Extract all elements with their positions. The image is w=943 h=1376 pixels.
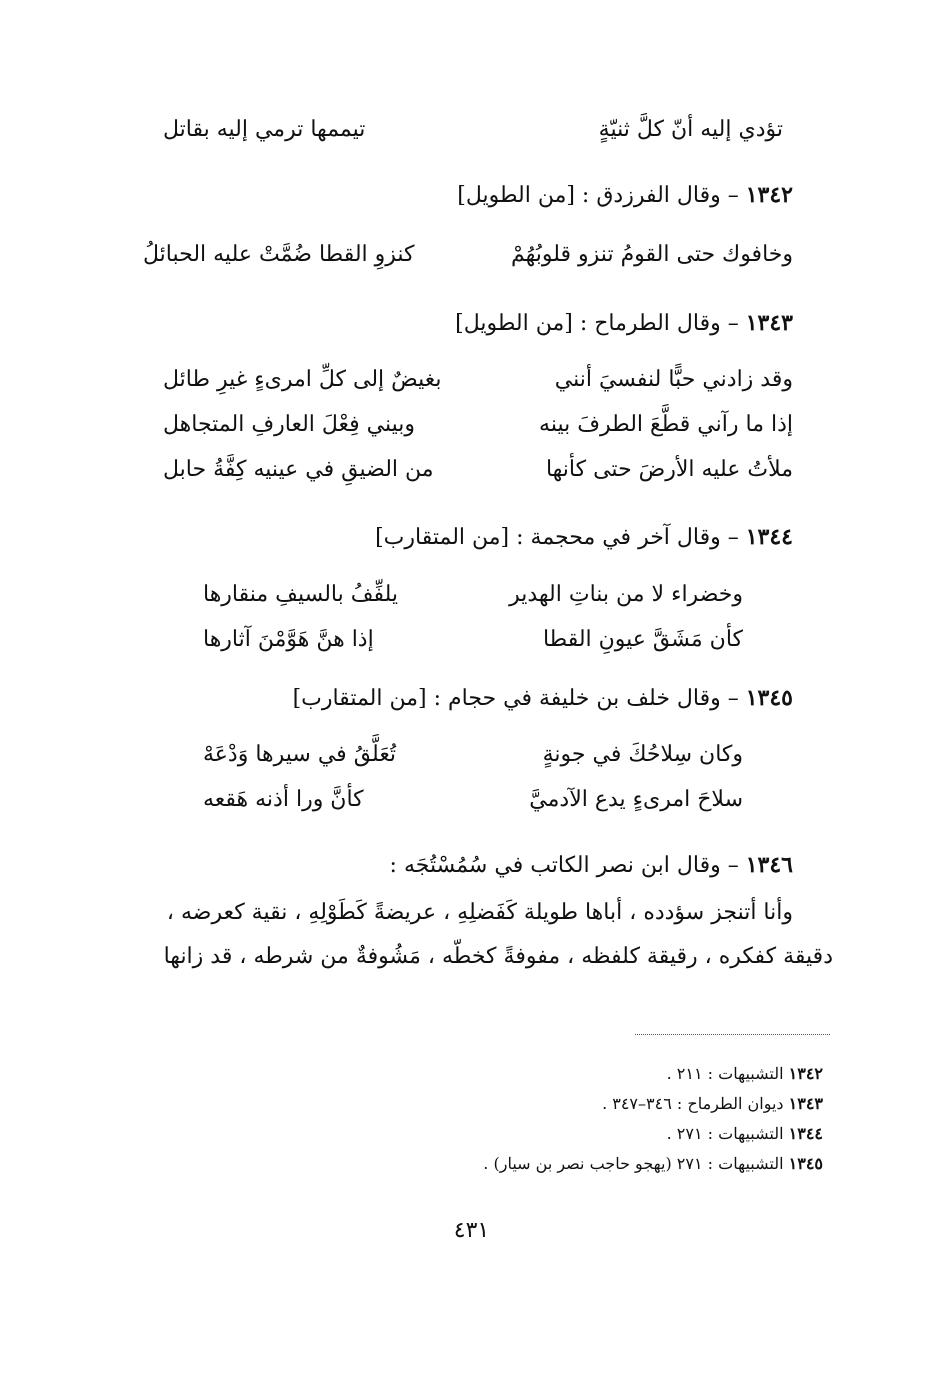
verse-line bbox=[203, 785, 743, 815]
verse-first-hemistich: سلاحَ امرىءٍ يدع الآدميَّ bbox=[529, 787, 743, 812]
footnote-number: ١٣٤٥ bbox=[788, 1154, 823, 1173]
page-number: ٤٣١ bbox=[453, 1218, 490, 1243]
prose-line: وأنا أتنجز سؤدده ، أباها طويلة كَفَضلِهِ ، عريضةً كَطَوْلِهِ ، نقية كعرضه ، bbox=[166, 900, 793, 925]
verse-first-hemistich: وخضراء لا من بناتِ الهدير bbox=[509, 582, 743, 607]
footnote-number: ١٣٤٢ bbox=[788, 1064, 823, 1083]
verse-second-hemistich: تيممها ترمي إليه بقاتل bbox=[163, 117, 366, 142]
entry-number: ١٣٤٤ bbox=[745, 524, 793, 550]
footnote-text: ديوان الطرماح : ٣٤٦–٣٤٧ . bbox=[602, 1094, 784, 1113]
verse-line bbox=[163, 115, 783, 145]
entry-heading bbox=[390, 850, 793, 881]
entry-number: ١٣٤٦ bbox=[745, 852, 793, 878]
entry-heading bbox=[457, 180, 793, 211]
entry-number: ١٣٤٢ bbox=[745, 182, 793, 208]
verse-first-hemistich: ملأتُ عليه الأرضَ حتى كأنها bbox=[545, 457, 793, 482]
verse-second-hemistich: من الضيقِ في عينيه كِفَّةُ حابل bbox=[163, 457, 434, 482]
entry-title: – وقال ابن نصر الكاتب في سُمُسْتُجَه : bbox=[389, 853, 739, 878]
footnote bbox=[667, 1062, 823, 1086]
prose-line: دقيقة كفكره ، رقيقة كلفظه ، مفوفةً كخطّه ، مَشُوفةٌ من شرطه ، قد زانها bbox=[163, 944, 833, 969]
entry-heading bbox=[375, 522, 793, 553]
verse-line bbox=[163, 410, 793, 440]
footnote bbox=[602, 1092, 823, 1116]
footnote-text: التشبيهات : ٢٧١ . bbox=[666, 1124, 784, 1143]
verse-second-hemistich: تُعَلَّقُ في سيرها وَدْعَهْ bbox=[203, 742, 397, 767]
verse-line bbox=[203, 580, 743, 610]
verse-second-hemistich: بغيضٌ إلى كلِّ امرىءٍ غيرِ طائل bbox=[163, 367, 442, 392]
footnote-text: التشبيهات : ٢٧١ (يهجو حاجب نصر بن سيار) . bbox=[483, 1154, 784, 1173]
verse-line bbox=[203, 740, 743, 770]
entry-number: ١٣٤٥ bbox=[745, 685, 793, 711]
footnote-text: التشبيهات : ٢١١ . bbox=[666, 1064, 784, 1083]
verse-line bbox=[203, 625, 743, 655]
verse-first-hemistich: تؤدي إليه أنّ كلَّ ثنيّةٍ bbox=[598, 117, 783, 142]
verse-first-hemistich: إذا ما رآني قطَّعَ الطرفَ بينه bbox=[539, 412, 793, 437]
footnote bbox=[483, 1152, 823, 1176]
footnote-number: ١٣٤٣ bbox=[788, 1094, 823, 1113]
verse-second-hemistich: وبيني فِعْلَ العارفِ المتجاهل bbox=[163, 412, 416, 437]
entry-number: ١٣٤٣ bbox=[745, 310, 793, 336]
verse-second-hemistich: كنزوِ القطا ضُمَّتْ عليه الحبائلُ bbox=[143, 242, 415, 267]
verse-first-hemistich: وخافوك حتى القومُ تنزو قلوبُهُمْ bbox=[510, 242, 793, 267]
verse-second-hemistich: يلفِّفُ بالسيفِ منقارها bbox=[203, 582, 399, 607]
entry-title: – وقال الطرماح : [من الطويل] bbox=[455, 311, 739, 336]
verse-first-hemistich: وكان سِلاحُكَ في جونةٍ bbox=[542, 742, 743, 767]
entry-heading bbox=[455, 308, 793, 339]
entry-title: – وقال الفرزدق : [من الطويل] bbox=[457, 183, 739, 208]
verse-second-hemistich: إذا هنَّ هَوَّمْنَ آثارها bbox=[203, 627, 374, 652]
footnote-divider bbox=[635, 1034, 830, 1035]
entry-title: – وقال خلف بن خليفة في حجام : [من المتقارب] bbox=[292, 686, 739, 711]
verse-line bbox=[163, 365, 793, 395]
footnote bbox=[667, 1122, 823, 1146]
entry-heading bbox=[293, 683, 793, 714]
verse-second-hemistich: كأنَّ ورا أذنه هَقعه bbox=[203, 787, 364, 812]
entry-title: – وقال آخر في محجمة : [من المتقارب] bbox=[375, 525, 739, 550]
footnote-number: ١٣٤٤ bbox=[788, 1124, 823, 1143]
verse-first-hemistich: وقد زادني حبًّا لنفسيَ أنني bbox=[554, 367, 793, 392]
verse-line bbox=[163, 455, 793, 485]
verse-line bbox=[143, 240, 793, 270]
verse-first-hemistich: كأن مَشَقَّ عيونِ القطا bbox=[542, 627, 743, 652]
